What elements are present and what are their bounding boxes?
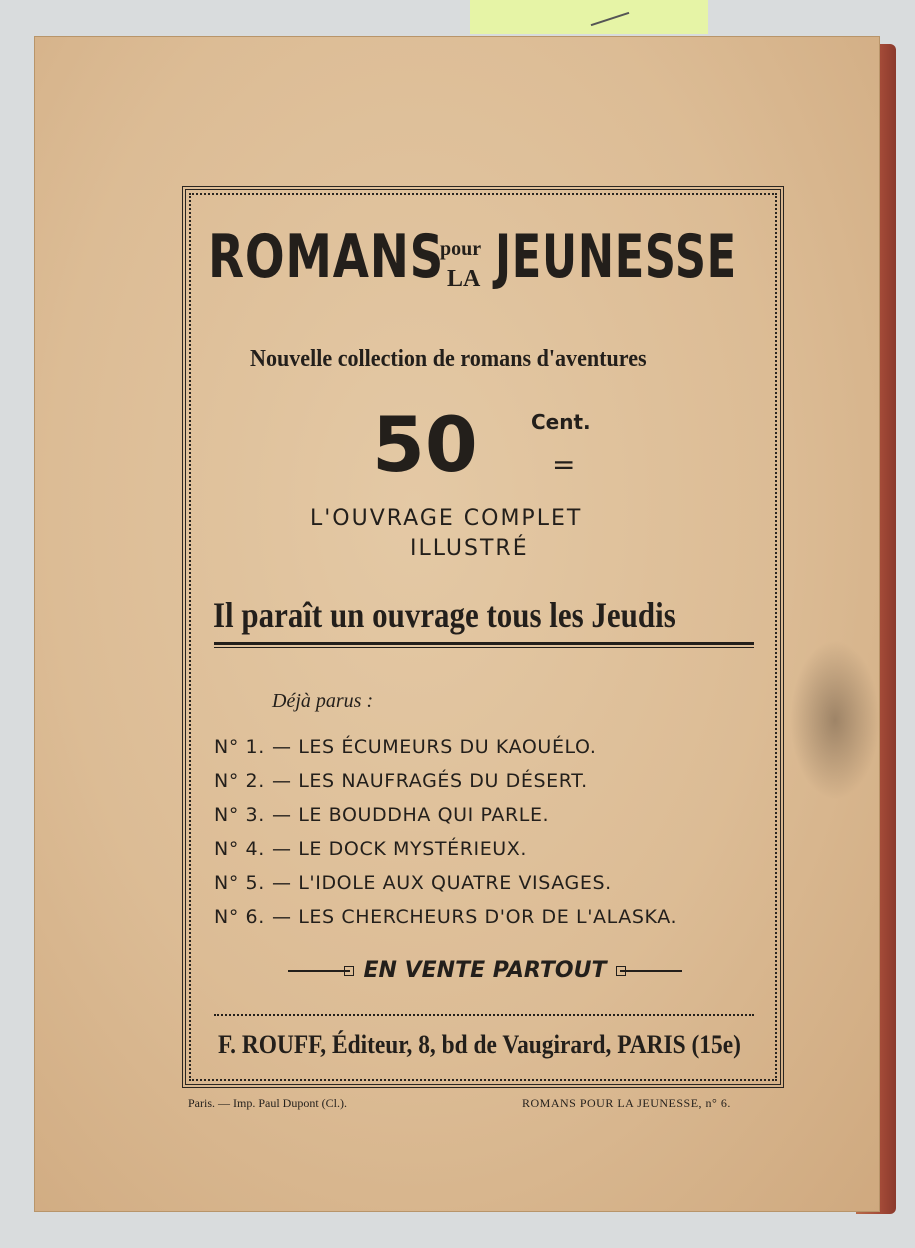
ornament-left-icon [288, 970, 350, 972]
item-title: — L'IDOLE AUX QUATRE VISAGES. [272, 872, 612, 894]
collection-ref: ROMANS POUR LA JEUNESSE, n° 6. [522, 1096, 731, 1110]
list-item [214, 736, 677, 770]
item-number: N° 6. [214, 906, 265, 928]
list-item [214, 872, 677, 906]
item-number: N° 3. [214, 804, 265, 826]
weekly-slogan: Il paraît un ouvrage tous les Jeudis [213, 595, 676, 635]
item-number: N° 5. [214, 872, 265, 894]
title-romans: ROMANS [208, 222, 445, 292]
title-la: LA [447, 266, 481, 292]
imprint-line: Paris. — Imp. Paul Dupont (Cl.). [188, 1096, 347, 1110]
ornament-right-icon [620, 970, 682, 972]
deja-parus-label: Déjà parus : [272, 690, 374, 712]
en-vente-banner [270, 958, 700, 983]
title-jeunesse: JEUNESSE [495, 222, 737, 292]
published-titles-list [214, 736, 677, 940]
publisher-line: F. ROUFF, Éditeur, 8, bd de Vaugirard, PARIS (15e) [218, 1030, 741, 1059]
title-pour: pour [440, 238, 482, 260]
line-illustre: ILLUSTRÉ [410, 536, 529, 561]
list-item [214, 770, 677, 804]
divider-rule-thin [214, 647, 754, 648]
item-title: — LES NAUFRAGÉS DU DÉSERT. [272, 770, 588, 792]
ornamental-frame [182, 186, 784, 1088]
en-vente-text: EN VENTE PARTOUT [363, 958, 607, 983]
list-item [214, 906, 677, 940]
pen-mark [591, 12, 630, 26]
water-stain [790, 640, 880, 800]
item-number: N° 1. [214, 736, 265, 758]
list-item [214, 804, 677, 838]
item-title: — LES CHERCHEURS D'OR DE L'ALASKA. [272, 906, 678, 928]
dotted-rule [214, 1014, 754, 1016]
line-complet: L'OUVRAGE COMPLET [310, 506, 583, 531]
price-unit: Cent. [531, 410, 591, 434]
list-item [214, 838, 677, 872]
item-number: N° 4. [214, 838, 265, 860]
price-value: 50 [372, 400, 478, 489]
item-title: — LES ÉCUMEURS DU KAOUÉLO. [272, 736, 597, 758]
divider-rule [214, 642, 754, 645]
price-mark: = [552, 448, 576, 481]
collection-subtitle: Nouvelle collection de romans d'aventures [250, 346, 647, 372]
item-title: — LE DOCK MYSTÉRIEUX. [272, 838, 528, 860]
item-title: — LE BOUDDHA QUI PARLE. [272, 804, 550, 826]
item-number: N° 2. [214, 770, 265, 792]
sticky-note [470, 0, 708, 34]
